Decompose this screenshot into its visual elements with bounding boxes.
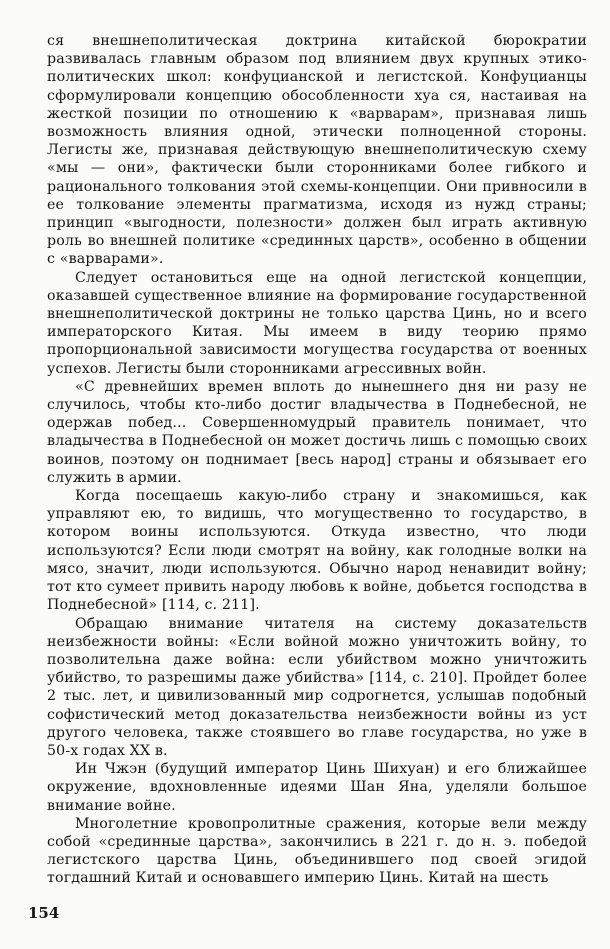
paragraph-4-quote: Когда посещаешь какую-либо страну и знакомишься, как управляют ею, то видишь, что могущественно то государство, в котором воины используются. Откуда известно, что люди используются? Если люди смотрят на войну, как голодные волки на мясо, значит, люди используются. Обычно народ ненавидит войну; тот кто сумеет привить народу любовь к войне, добьется господства в Поднебесной» [114, с. 211]. — [47, 488, 587, 614]
paragraph-1: ся внешнеполитическая доктрина китайской бюрократии развивалась главным образом под влиянием двух крупных этико-политических школ: конфуцианской и легистской. Конфуцианцы сформулировали концепцию обособленности хуа ся, настаивая на жесткой позиции по отношению к «варварам», признавая лишь возможность влияния одной, этически полноценной стороны. Легисты же, признавая действующую внешнеполитическую схему «мы — они», фактически были сторонниками более гибкого и рационального толкования этой схемы-концепции. Они привносили в ее толкование элементы прагматизма, исходя из нужд страны; принцип «выгодности, полезности» должен был играть активную роль во внешней политике «срединных царств», особенно в общении с «варварами». — [47, 33, 587, 268]
paragraph-5: Обращаю внимание читателя на систему доказательств неизбежности войны: «Если войной можно уничтожить войну, то позволительна даже война: если убийством можно уничтожить убийство, то разрешимы даже убийства» [114, с. 210]. Пройдет более 2 тыс. лет, и цивилизованный мир содрогнется, услышав подобный софистический метод доказательства неизбежности войны из уст другого человека, также стоявшего во главе государства, но уже в 50-х годах XX в. — [47, 615, 587, 759]
paragraph-3-quote: «С древнейших времен вплоть до нынешнего дня ни разу не случилось, чтобы кто-либо достиг владычества в Поднебесной, не одержав побед... Совершенномудрый правитель понимает, что владычества в Поднебесной он может достичь лишь с помощью своих воинов, поэтому он поднимает [весь народ] страны и обязывает его служить в армии. — [47, 378, 587, 486]
paragraph-6: Ин Чжэн (будущий император Цинь Шихуан) и его ближайшее окружение, вдохновленные идеями Шан Яна, уделяли большое внимание войне. — [47, 761, 587, 814]
paragraph-7: Многолетние кровопролитные сражения, которые вели между собой «срединные царства», закончились в 221 г. до н. э. победой легистского царства Цинь, объединившего под своей эгидой тогдашний Китай и основавшего империю Цинь. Китай на шесть — [47, 815, 587, 887]
paragraph-2: Следует остановиться еще на одной легистской концепции, оказавшей существенное влияние на формирование государственной внешнеполитической доктрины не только царства Цинь, но и всего императорского Китая. Мы имеем в виду теорию прямо пропорциональной зависимости могущества государства от военных успехов. Легисты были сторонниками агрессивных войн. — [47, 269, 587, 377]
body-text — [47, 32, 587, 888]
page-number: 154 — [28, 904, 60, 922]
